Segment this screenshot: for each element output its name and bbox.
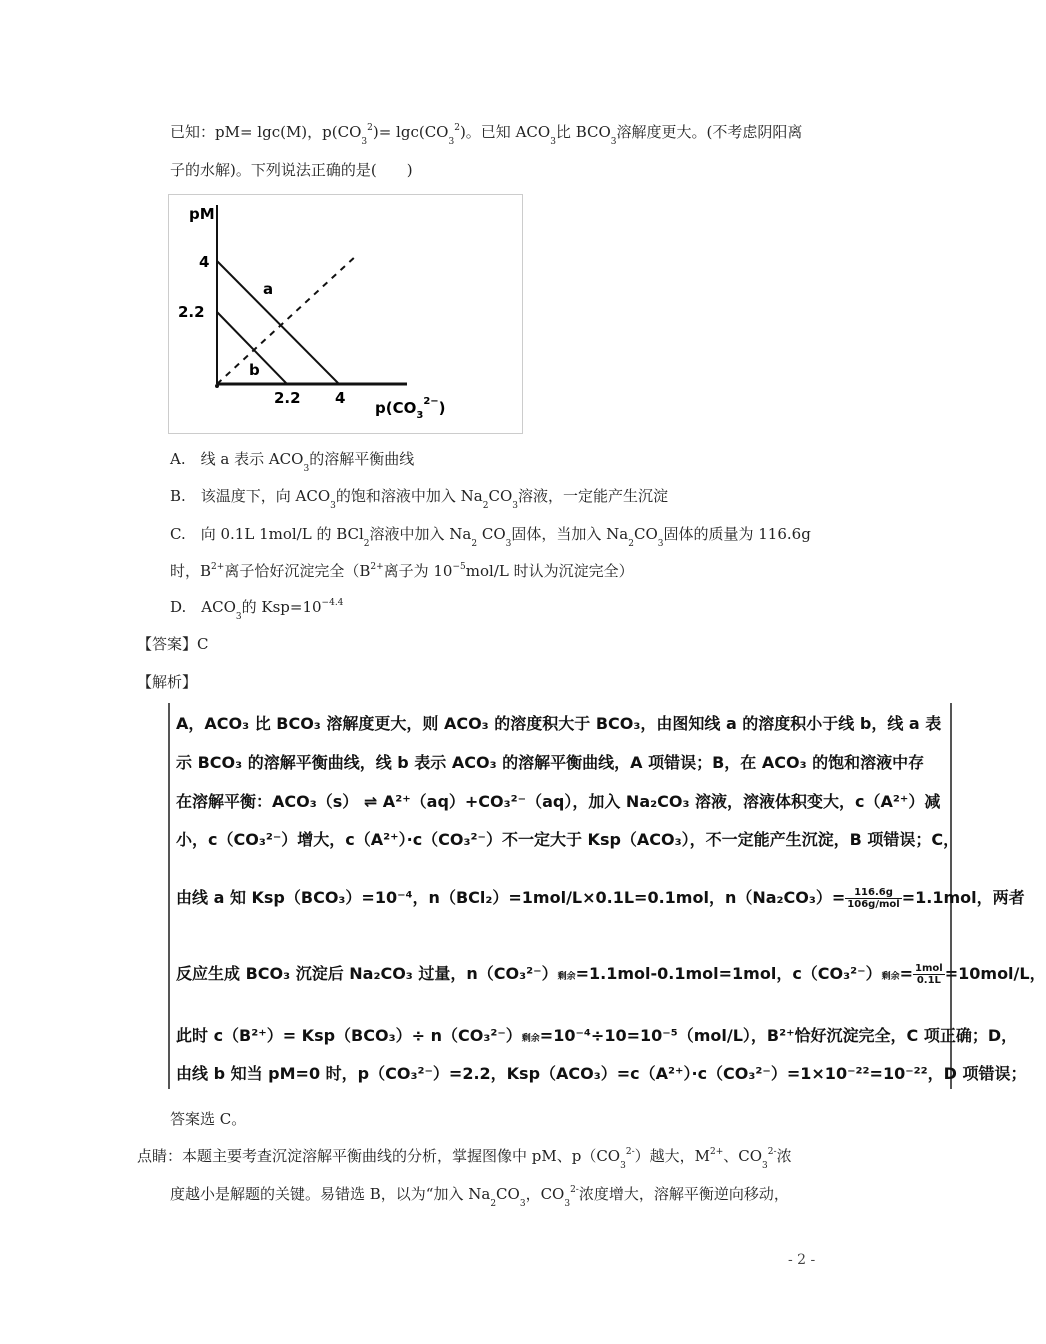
x-tick-2-2: 2.2 xyxy=(274,389,301,407)
option-text: 的饱和溶液中加入 Na xyxy=(335,487,483,505)
tips-text: 浓 xyxy=(776,1147,792,1165)
superscript: −5 xyxy=(452,562,466,572)
subscript: 3 xyxy=(512,501,518,511)
analysis-text: =1.1mol-0.1mol=1mol，c（CO₃²⁻） xyxy=(575,964,882,983)
subscript: 2 xyxy=(363,539,370,549)
subscript: 3 xyxy=(620,1161,626,1171)
tips-text: 度越小是解题的关键。易错选 B，以为“加入 Na xyxy=(170,1185,491,1203)
analysis-box xyxy=(168,703,1046,1089)
analysis-line-7 xyxy=(176,1023,1017,1046)
x-tick-4: 4 xyxy=(335,389,346,407)
tips-text: 、CO xyxy=(723,1147,763,1165)
intro-text: 已知：pM= lgc(M)，p(CO xyxy=(170,123,362,141)
option-text: mol/L 时认为沉淀完全） xyxy=(465,562,634,580)
option-text: CO xyxy=(477,525,506,543)
analysis-line-2: 示 BCO₃ 的溶解平衡曲线，线 b 表示 ACO₃ 的溶解平衡曲线，A 项错误；B，在 ACO₃ 的饱和溶液中存 xyxy=(176,753,925,772)
x-axis-label xyxy=(375,396,446,421)
option-text: 固体，当加入 Na xyxy=(511,525,629,543)
option-text: 时，B xyxy=(170,562,212,580)
intro-line-1 xyxy=(170,122,802,145)
fraction-numerator: 116.6g xyxy=(845,887,901,899)
conclusion: 答案选 C。 xyxy=(170,1110,247,1128)
subscript: 2 xyxy=(471,539,478,549)
option-text: 离子恰好沉淀完全（B xyxy=(224,562,371,580)
subscript: 3 xyxy=(505,539,512,549)
tips-line-1 xyxy=(137,1146,792,1169)
intro-text: 溶解度更大。(不考虑阴阳离 xyxy=(616,123,803,141)
analysis-text: = xyxy=(899,964,914,983)
subscript: 3 xyxy=(361,137,368,147)
subscript: 3 xyxy=(448,137,455,147)
fraction-denominator: 106g/mol xyxy=(847,899,900,910)
superscript: 2+ xyxy=(211,562,225,572)
intro-text: )。已知 ACO xyxy=(459,123,551,141)
fraction-mass xyxy=(845,887,901,910)
analysis-text: =10mol/L， xyxy=(944,964,1046,983)
option-a xyxy=(170,449,414,472)
subscript-remain: 剩余 xyxy=(557,972,576,982)
tips-text: CO xyxy=(496,1185,520,1203)
subscript: 3 xyxy=(330,501,336,511)
subscript: 2 xyxy=(490,1199,497,1209)
fraction-concentration xyxy=(913,963,945,986)
line-b-label: b xyxy=(249,361,260,379)
subscript-remain: 剩余 xyxy=(881,972,900,982)
option-text: 固体的质量为 116.6g xyxy=(663,525,811,543)
answer-label: 【答案】C xyxy=(137,635,209,653)
option-c-line-2 xyxy=(170,561,634,584)
analysis-line-8: 由线 b 知当 pM=0 时，p（CO₃²⁻）=2.2，Ksp（ACO₃）=c（A²⁺）·c（CO₃²⁻）=1×10⁻²²=10⁻²²，D 项错误； xyxy=(176,1064,1027,1083)
line-a xyxy=(217,261,339,384)
option-c xyxy=(170,524,811,547)
option-text: CO xyxy=(633,525,658,543)
analysis-text: =1.1mol，两者 xyxy=(901,888,1025,907)
intro-text: 比 BCO xyxy=(555,123,611,141)
subscript: 3 xyxy=(610,137,617,147)
y-tick-2-2: 2.2 xyxy=(178,303,205,321)
y-tick-4: 4 xyxy=(199,253,210,271)
solubility-graph xyxy=(168,194,523,434)
subscript: 2 xyxy=(482,501,489,511)
option-text: 的 Ksp=10 xyxy=(241,598,322,616)
intro-line-2: 子的水解)。下列说法正确的是( ) xyxy=(170,161,413,179)
tips-text: ）越大，M xyxy=(634,1147,710,1165)
option-text: 溶液，一定能产生沉淀 xyxy=(518,487,669,505)
option-text: D. ACO xyxy=(170,598,236,616)
x-axis-label-sub: 3 xyxy=(416,410,424,421)
analysis-text: 反应生成 BCO₃ 沉淀后 Na₂CO₃ 过量，n（CO₃²⁻） xyxy=(176,964,558,983)
subscript: 3 xyxy=(550,137,556,147)
superscript: 2 xyxy=(367,123,373,133)
x-axis-label-main: p(CO xyxy=(375,399,417,417)
subscript: 2 xyxy=(628,539,634,549)
subscript-remain: 剩余 xyxy=(521,1034,540,1044)
subscript: 3 xyxy=(235,612,242,622)
superscript: 2- xyxy=(570,1185,579,1195)
option-text: 溶液中加入 Na xyxy=(369,525,472,543)
analysis-line-4: 小，c（CO₃²⁻）增大，c（A²⁺）·c（CO₃²⁻）不一定大于 Ksp（ACO₃），不一定能产生沉淀，B 项错误；C， xyxy=(176,830,960,849)
reference-dashed-line xyxy=(217,255,357,384)
x-axis-label-end: ) xyxy=(438,399,446,417)
option-text: CO xyxy=(488,487,513,505)
superscript: 2+ xyxy=(370,562,384,572)
superscript: 2 xyxy=(454,123,460,133)
analysis-line-6 xyxy=(176,961,1046,986)
option-text: C. 向 0.1L 1mol/L 的 BCl xyxy=(170,525,364,543)
option-text: A. 线 a 表示 ACO xyxy=(170,450,304,468)
x-axis-label-sup: 2− xyxy=(423,396,439,407)
tips-text: 浓度增大，溶解平衡逆向移动， xyxy=(578,1185,789,1203)
tips-text: 点睛：本题主要考查沉淀溶解平衡曲线的分析，掌握图像中 pM、p（CO xyxy=(137,1147,621,1165)
tips-line-2 xyxy=(170,1184,789,1207)
tips-text: ，CO xyxy=(525,1185,565,1203)
analysis-line-1: A，ACO₃ 比 BCO₃ 溶解度更大，则 ACO₃ 的溶度积大于 BCO₃，由图知线 a 的溶度积小于线 b，线 a 表 xyxy=(176,714,942,733)
origin-dot xyxy=(215,384,219,388)
intro-text: )= lgc(CO xyxy=(372,123,449,141)
subscript: 3 xyxy=(564,1199,571,1209)
fraction-denominator: 0.1L xyxy=(916,975,941,986)
analysis-text: 由线 a 知 Ksp（BCO₃）=10⁻⁴，n（BCl₂）=1mol/L×0.1L=0.1mol，n（Na₂CO₃）= xyxy=(176,888,846,907)
subscript: 3 xyxy=(519,1199,526,1209)
superscript: −4.4 xyxy=(321,598,344,608)
analysis-label: 【解析】 xyxy=(137,673,198,691)
analysis-text: 此时 c（B²⁺）= Ksp（BCO₃）÷ n（CO₃²⁻） xyxy=(176,1026,522,1045)
analysis-text: =10⁻⁴÷10=10⁻⁵（mol/L），B²⁺恰好沉淀完全，C 项正确；D， xyxy=(539,1026,1018,1045)
analysis-line-5 xyxy=(176,885,1025,910)
superscript: 2+ xyxy=(709,1147,724,1157)
subscript: 3 xyxy=(657,539,664,549)
option-d xyxy=(170,597,343,620)
page-number: - 2 - xyxy=(788,1252,816,1268)
option-text: 的溶解平衡曲线 xyxy=(309,450,415,468)
line-a-label: a xyxy=(263,280,274,298)
option-text: B. 该温度下，向 ACO xyxy=(170,487,331,505)
option-text: 离子为 10 xyxy=(383,562,453,580)
superscript: 2- xyxy=(767,1147,777,1157)
y-axis-label: pM xyxy=(189,205,215,223)
subscript: 3 xyxy=(303,464,310,474)
analysis-line-3: 在溶解平衡：ACO₃（s） ⇌ A²⁺（aq）+CO₃²⁻（aq），加入 Na₂CO₃ 溶液，溶液体积变大，c（A²⁺）减 xyxy=(176,792,941,811)
option-b xyxy=(170,486,668,509)
fraction-numerator: 1mol xyxy=(915,963,943,974)
graph-svg xyxy=(169,195,522,433)
superscript: 2- xyxy=(625,1147,635,1157)
subscript: 3 xyxy=(762,1161,768,1171)
